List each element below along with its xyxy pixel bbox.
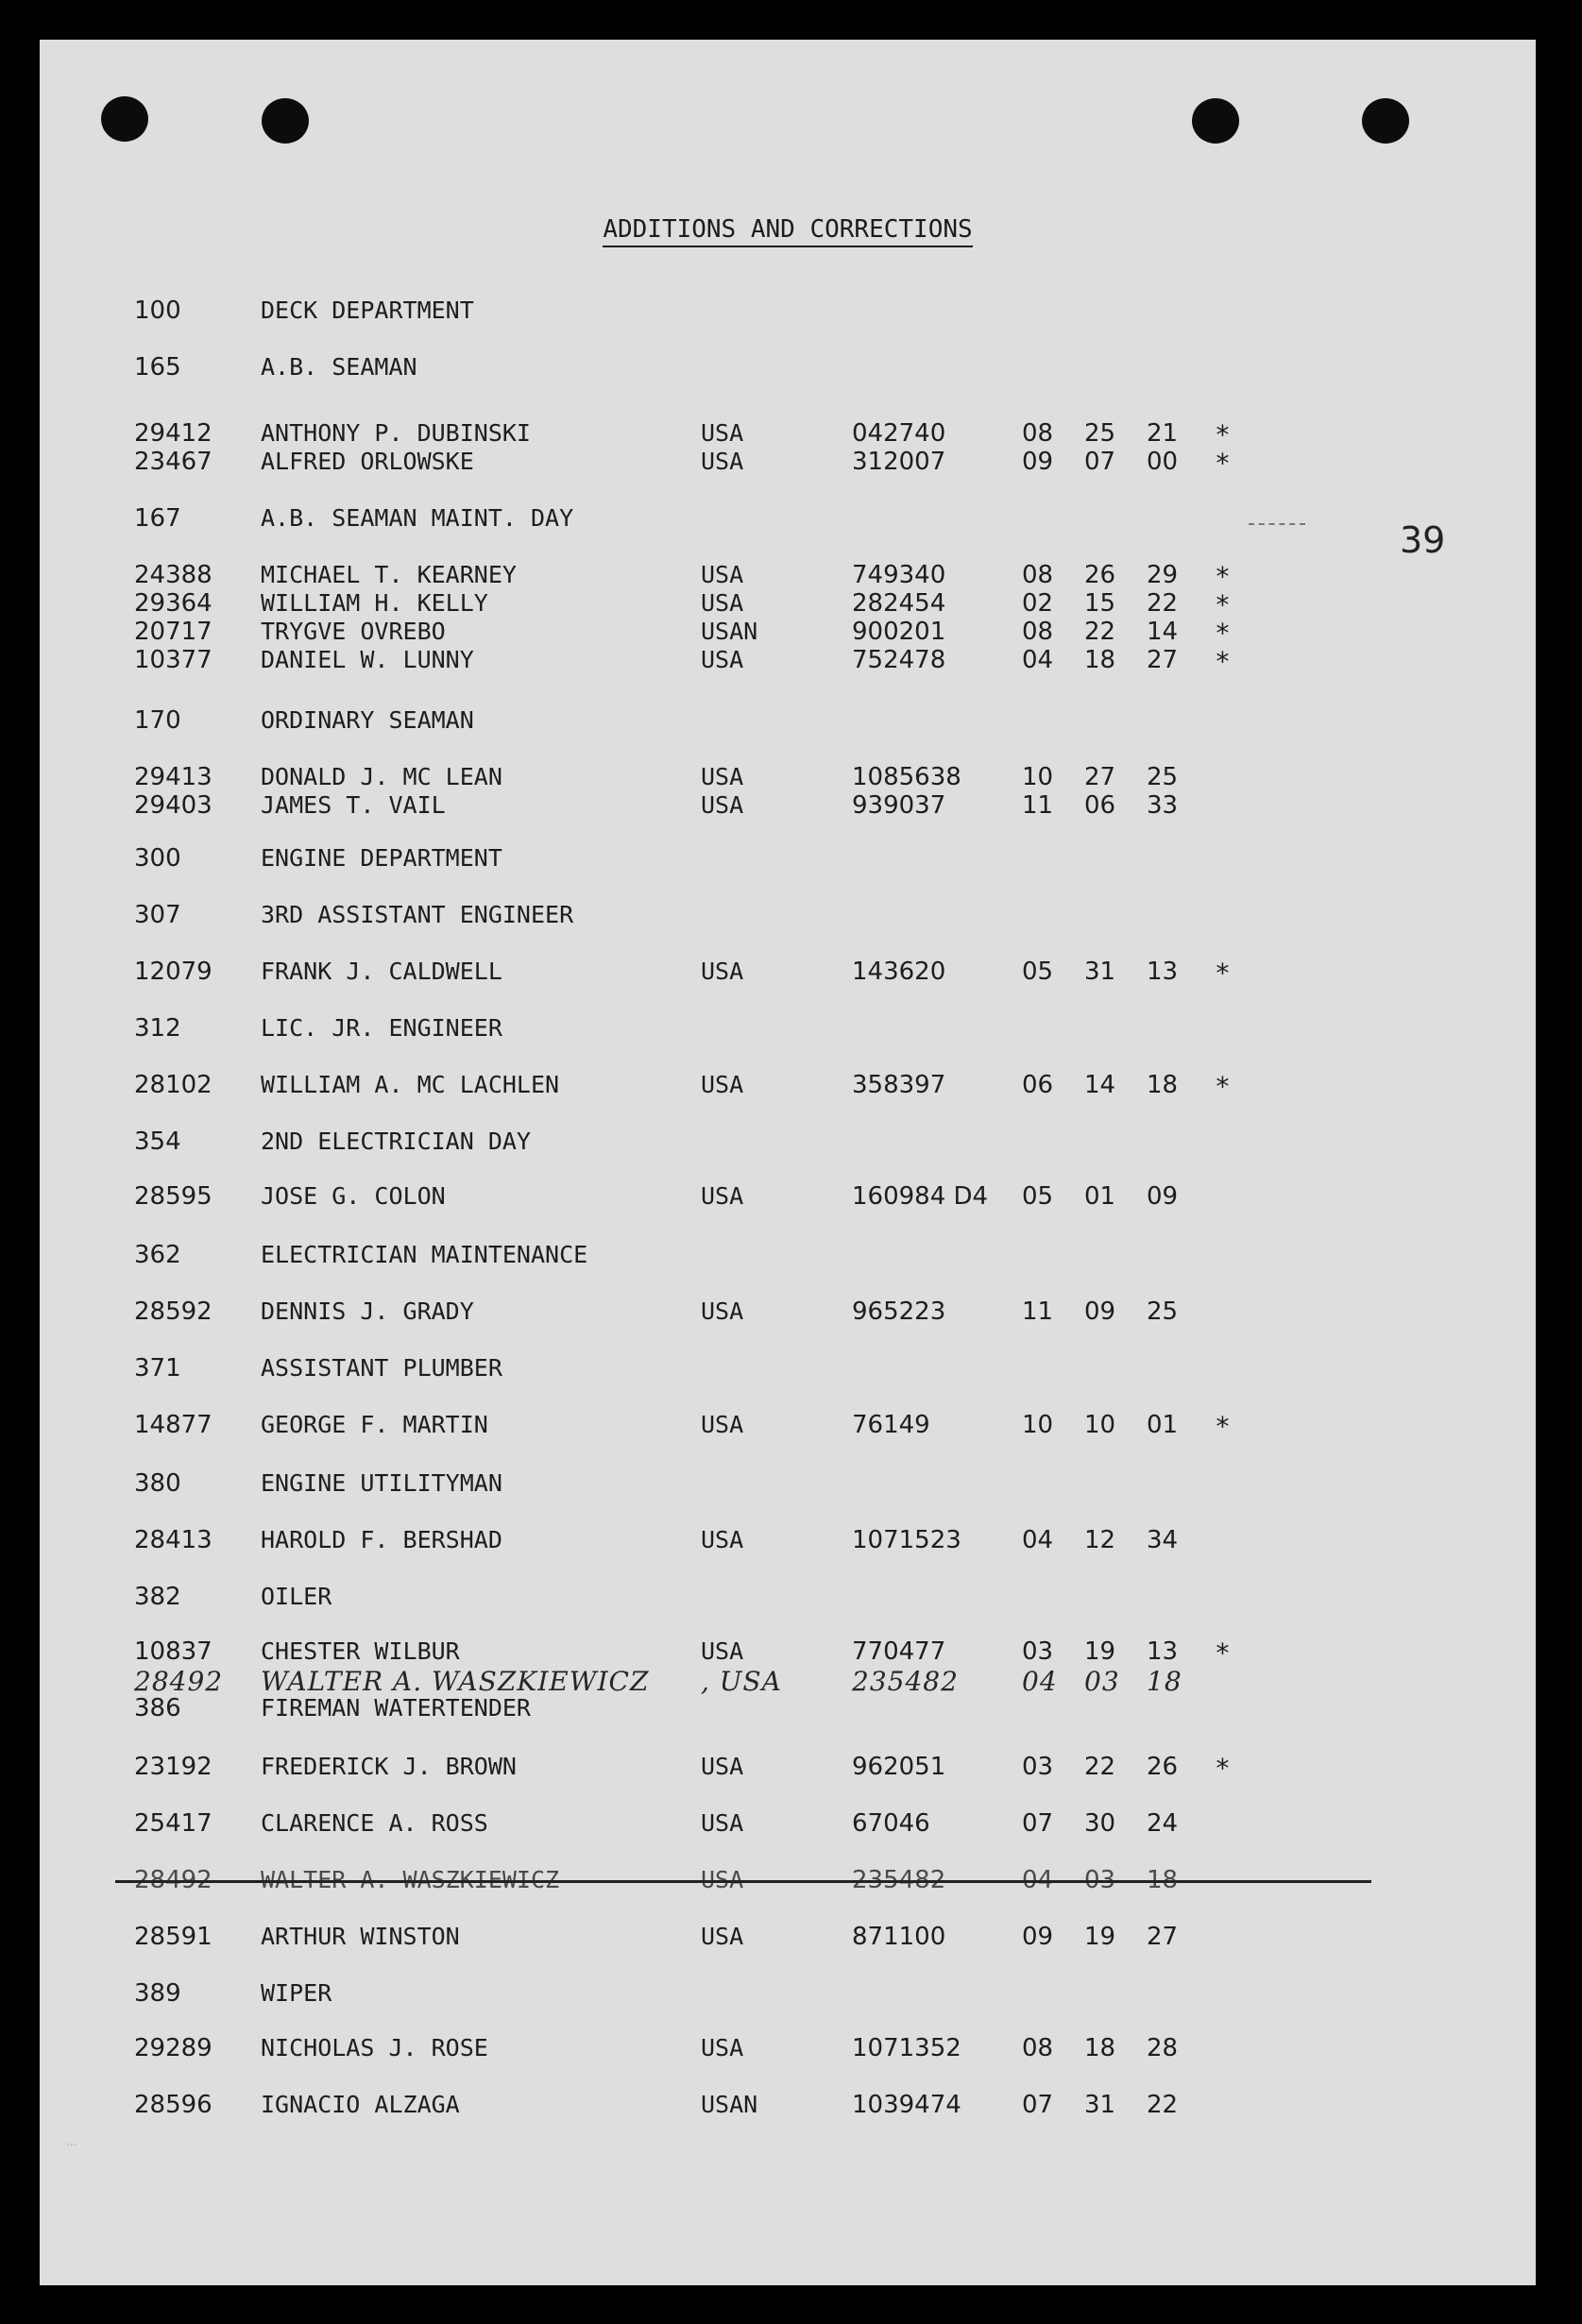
date-month: 08 [1022,561,1054,589]
citizenship: USA [701,2034,744,2061]
row-code: 300 [134,844,181,873]
entry-row [40,589,1536,618]
citizenship: USA [701,1866,744,1893]
document-number: 1071352 [852,2034,961,2062]
date-day: 31 [1084,2091,1116,2119]
entry-row [40,1809,1536,1838]
date-day: 25 [1084,419,1116,448]
citizenship: USA [701,763,744,790]
date-year: 21 [1147,419,1179,448]
category-label: LIC. JR. ENGINEER [261,1014,502,1042]
row-code: 382 [134,1583,181,1611]
date-day: 30 [1084,1809,1116,1838]
category-label: FIREMAN WATERTENDER [261,1694,531,1722]
date-month: 08 [1022,2034,1054,2062]
date-day: 07 [1084,448,1116,476]
row-code: 29413 [134,763,213,791]
row-code: 28591 [134,1923,213,1951]
handwritten-row [40,1666,1536,1697]
date-year: 18 [1147,1666,1182,1697]
date-day: 14 [1084,1071,1116,1099]
row-code: 28492 [134,1666,224,1697]
date-month: 09 [1022,448,1054,476]
row-code: 28592 [134,1298,213,1326]
date-day: 15 [1084,589,1116,618]
date-month: 10 [1022,763,1054,791]
department-label: ENGINE DEPARTMENT [261,844,502,872]
person-name: DENNIS J. GRADY [261,1298,474,1325]
punch-hole [1192,98,1239,144]
date-month: 11 [1022,1298,1054,1326]
person-name: WALTER A. WASZKIEWICZ [261,1866,560,1893]
entry-row [40,561,1536,592]
date-day: 31 [1084,958,1116,986]
category-row [40,1694,1536,1722]
asterisk-mark: * [1215,1071,1231,1102]
row-code: 29412 [134,419,213,448]
citizenship: USA [701,1071,744,1098]
date-month: 10 [1022,1411,1054,1439]
date-year: 09 [1147,1182,1179,1211]
date-month: 04 [1022,646,1054,674]
date-month: 03 [1022,1753,1054,1781]
date-day: 09 [1084,1298,1116,1326]
date-month: 04 [1022,1866,1054,1894]
person-name: JOSE G. COLON [261,1182,446,1210]
entry-row [40,791,1536,820]
row-code: 170 [134,706,181,735]
citizenship: USA [701,1923,744,1950]
person-name: IGNACIO ALZAGA [261,2091,460,2118]
row-code: 28413 [134,1526,213,1554]
date-month: 03 [1022,1637,1054,1666]
document-number: 67046 [852,1809,930,1838]
date-year: 25 [1147,1298,1179,1326]
page-number: 39 [1400,519,1446,561]
category-row [40,706,1536,735]
person-name: CHESTER WILBUR [261,1637,460,1665]
category-row [40,1354,1536,1383]
citizenship: USA [701,958,744,985]
asterisk-mark: * [1215,646,1231,677]
citizenship: USA [701,1526,744,1553]
person-name: WILLIAM H. KELLY [261,589,488,617]
date-year: 00 [1147,448,1179,476]
entry-row [40,1071,1536,1102]
entry-row [40,1298,1536,1326]
person-name: NICHOLAS J. ROSE [261,2034,488,2061]
category-row [40,1979,1536,2008]
date-day: 18 [1084,2034,1116,2062]
date-year: 29 [1147,561,1179,589]
row-code: 28492 [134,1866,213,1894]
row-code: 29403 [134,791,213,820]
date-month: 04 [1022,1526,1054,1554]
date-day: 18 [1084,646,1116,674]
date-month: 07 [1022,1809,1054,1838]
date-year: 13 [1147,958,1179,986]
category-label: A.B. SEAMAN MAINT. DAY [261,504,574,532]
row-code: 20717 [134,618,213,646]
category-row [40,1583,1536,1611]
citizenship: USA [701,646,744,673]
date-year: 24 [1147,1809,1179,1838]
document-number: 1039474 [852,2091,961,2119]
row-code: 24388 [134,561,213,589]
document-number: 749340 [852,561,946,589]
asterisk-mark: * [1215,1637,1231,1669]
document-number: 752478 [852,646,946,674]
entry-row [40,2034,1536,2062]
citizenship: USA [701,1411,744,1438]
date-year: 33 [1147,791,1179,820]
row-code: 28102 [134,1071,213,1099]
row-code: 12079 [134,958,213,986]
row-code: 28595 [134,1182,213,1211]
asterisk-mark: * [1215,958,1231,989]
entry-row [40,958,1536,989]
row-code: 167 [134,504,181,533]
person-name: JAMES T. VAIL [261,791,446,819]
document-number: 235482 [852,1666,959,1697]
entry-row [40,1637,1536,1669]
asterisk-mark: * [1215,618,1231,649]
entry-row [40,646,1536,677]
asterisk-mark: * [1215,561,1231,592]
asterisk-mark: * [1215,1411,1231,1442]
department-row [40,297,1536,325]
document-number: 76149 [852,1411,930,1439]
category-row [40,1241,1536,1269]
person-name: WILLIAM A. MC LACHLEN [261,1071,560,1098]
margin-scribble: ··· [66,2138,77,2151]
row-code: 100 [134,297,181,325]
row-code: 307 [134,901,181,929]
date-year: 18 [1147,1071,1179,1099]
category-label: 3RD ASSISTANT ENGINEER [261,901,574,928]
document-number: 235482 [852,1866,946,1894]
row-code: 10377 [134,646,213,674]
date-year: 01 [1147,1411,1179,1439]
asterisk-mark: * [1215,589,1231,620]
citizenship: USAN [701,2091,758,2118]
category-label: OILER [261,1583,332,1610]
person-name: HAROLD F. BERSHAD [261,1526,502,1553]
date-month: 07 [1022,2091,1054,2119]
category-row [40,1128,1536,1156]
entry-row [40,1753,1536,1784]
entry-row [40,763,1536,791]
row-code: 23192 [134,1753,213,1781]
page-title: ADDITIONS AND CORRECTIONS [40,215,1536,244]
date-year: 26 [1147,1753,1179,1781]
citizenship: USA [701,561,744,588]
document-number: 143620 [852,958,946,986]
date-month: 08 [1022,618,1054,646]
row-code: 312 [134,1014,181,1043]
date-year: 34 [1147,1526,1179,1554]
document-number: 358397 [852,1071,946,1099]
row-code: 14877 [134,1411,213,1439]
row-code: 165 [134,353,181,382]
date-month: 11 [1022,791,1054,820]
person-name: FRANK J. CALDWELL [261,958,502,985]
document-number: 939037 [852,791,946,820]
category-row [40,1469,1536,1498]
citizenship: USA [701,1182,744,1210]
citizenship: USA [701,419,744,447]
row-code: 29364 [134,589,213,618]
punch-hole [1362,98,1409,144]
person-name: ANTHONY P. DUBINSKI [261,419,531,447]
department-row [40,844,1536,873]
date-year: 14 [1147,618,1179,646]
document-number: 871100 [852,1923,946,1951]
entry-row [40,1923,1536,1951]
date-month: 05 [1022,958,1054,986]
document-number: 042740 [852,419,946,448]
entry-row [40,419,1536,448]
strikethrough-line [115,1880,1371,1883]
row-code: 371 [134,1354,181,1383]
person-name: WALTER A. WASZKIEWICZ [261,1666,650,1697]
document-number: 312007 [852,448,946,476]
date-day: 03 [1084,1666,1120,1697]
person-name: ALFRED ORLOWSKE [261,448,474,475]
citizenship: USAN [701,618,758,645]
category-label: WIPER [261,1979,332,2007]
asterisk-mark: * [1215,448,1231,479]
row-code: 29289 [134,2034,213,2062]
document-number: 965223 [852,1298,946,1326]
document-number: 962051 [852,1753,946,1781]
row-code: 25417 [134,1809,213,1838]
citizenship: USA [701,791,744,819]
row-code: 389 [134,1979,181,2008]
date-day: 22 [1084,1753,1116,1781]
row-code: 386 [134,1694,181,1722]
category-label: 2ND ELECTRICIAN DAY [261,1128,531,1155]
person-name: TRYGVE OVREBO [261,618,446,645]
date-day: 12 [1084,1526,1116,1554]
document-number: 160984 D4 [852,1182,989,1211]
citizenship: USA [701,1809,744,1837]
date-year: 13 [1147,1637,1179,1666]
citizenship: USA [701,1753,744,1780]
citizenship: USA [701,589,744,617]
date-day: 01 [1084,1182,1116,1211]
date-day: 26 [1084,561,1116,589]
row-code: 380 [134,1469,181,1498]
entry-row [40,1182,1536,1211]
entry-row [40,1526,1536,1554]
row-code: 10837 [134,1637,213,1666]
person-name: FREDERICK J. BROWN [261,1753,517,1780]
category-label: ENGINE UTILITYMAN [261,1469,502,1497]
category-row [40,901,1536,929]
category-row [40,1014,1536,1043]
document-number: 1071523 [852,1526,961,1554]
category-label: ELECTRICIAN MAINTENANCE [261,1241,588,1268]
document-number: 282454 [852,589,946,618]
date-month: 05 [1022,1182,1054,1211]
date-year: 27 [1147,646,1179,674]
citizenship: USA [701,1298,744,1325]
date-month: 04 [1022,1666,1058,1697]
date-year: 22 [1147,2091,1179,2119]
citizenship: USA [701,448,744,475]
entry-row [40,1411,1536,1442]
date-year: 28 [1147,2034,1179,2062]
date-year: 25 [1147,763,1179,791]
document-number: 900201 [852,618,946,646]
category-row [40,504,1536,533]
date-day: 19 [1084,1637,1116,1666]
category-label: ORDINARY SEAMAN [261,706,474,734]
date-day: 19 [1084,1923,1116,1951]
document-page [40,40,1536,2285]
person-name: GEORGE F. MARTIN [261,1411,488,1438]
citizenship: USA [701,1637,744,1665]
date-year: 22 [1147,589,1179,618]
citizenship: , USA [701,1666,782,1697]
row-code: 28596 [134,2091,213,2119]
person-name: MICHAEL T. KEARNEY [261,561,517,588]
date-month: 08 [1022,419,1054,448]
date-day: 22 [1084,618,1116,646]
document-number: 1085638 [852,763,961,791]
date-year: 27 [1147,1923,1179,1951]
category-label: A.B. SEAMAN [261,353,417,381]
date-month: 02 [1022,589,1054,618]
date-day: 06 [1084,791,1116,820]
person-name: ARTHUR WINSTON [261,1923,460,1950]
punch-hole [262,98,309,144]
asterisk-mark: * [1215,419,1231,450]
row-code: 23467 [134,448,213,476]
person-name: CLARENCE A. ROSS [261,1809,488,1837]
category-row [40,353,1536,382]
person-name: DONALD J. MC LEAN [261,763,502,790]
department-label: DECK DEPARTMENT [261,297,474,324]
person-name: DANIEL W. LUNNY [261,646,474,673]
punch-hole [101,96,148,142]
entry-row [40,448,1536,479]
date-year: 18 [1147,1866,1179,1894]
date-day: 10 [1084,1411,1116,1439]
date-month: 09 [1022,1923,1054,1951]
date-month: 06 [1022,1071,1054,1099]
row-code: 362 [134,1241,181,1269]
row-code: 354 [134,1128,181,1156]
date-day: 03 [1084,1866,1116,1894]
entry-row [40,2091,1536,2119]
entry-row [40,618,1536,649]
category-label: ASSISTANT PLUMBER [261,1354,502,1382]
document-number: 770477 [852,1637,946,1666]
date-day: 27 [1084,763,1116,791]
asterisk-mark: * [1215,1753,1231,1784]
